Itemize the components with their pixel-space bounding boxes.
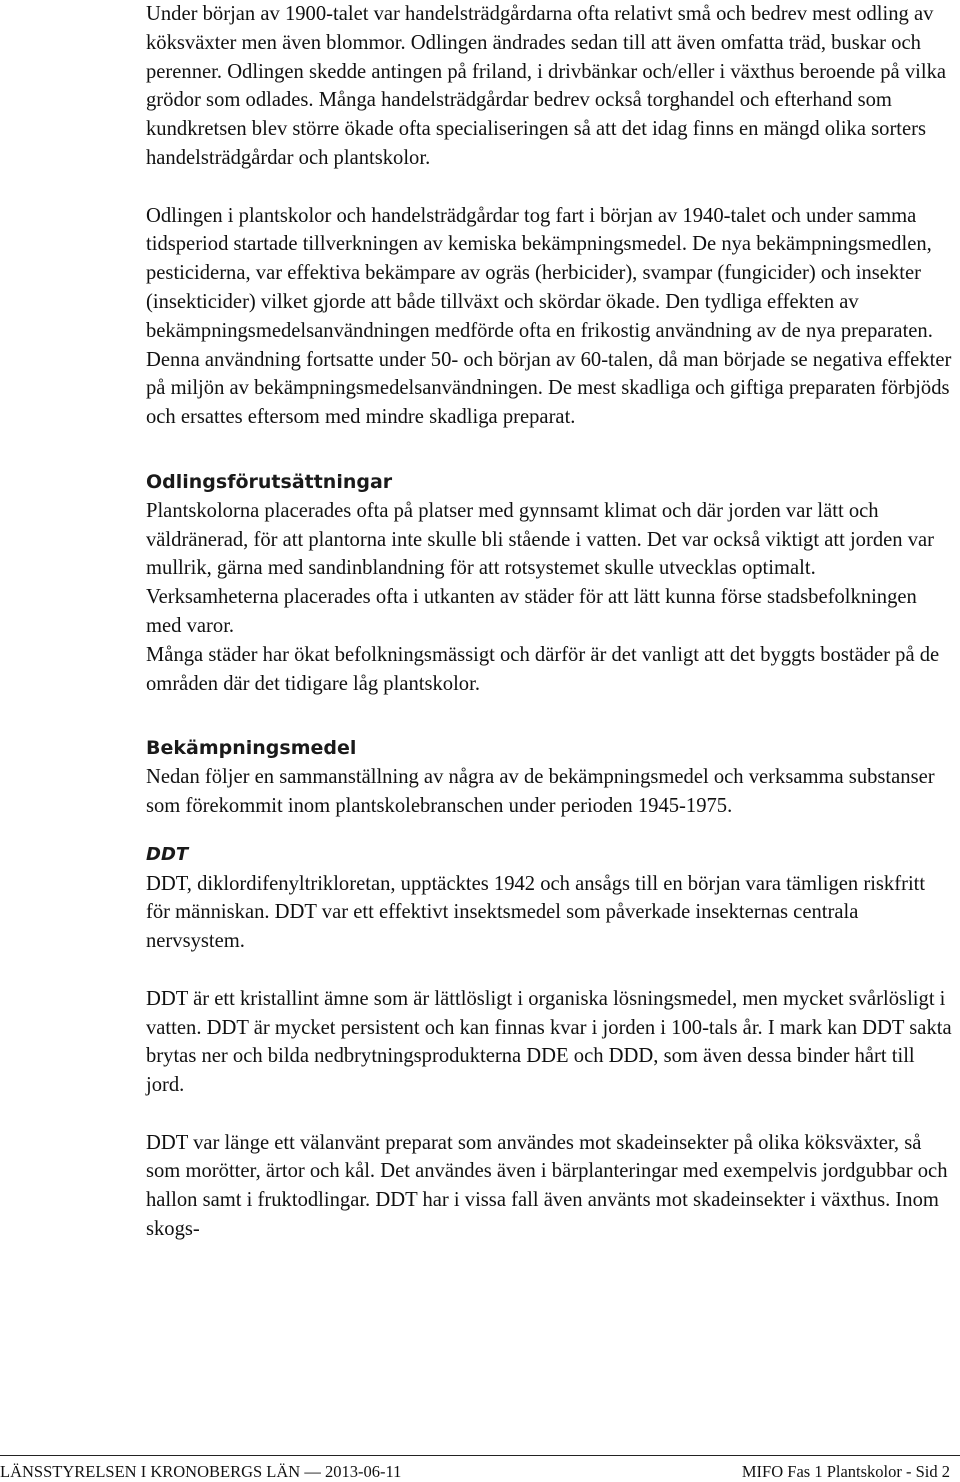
section-heading-bekampningsmedel: Bekämpningsmedel <box>146 737 357 760</box>
subheading-ddt: DDT <box>146 843 189 865</box>
odling-paragraph-1: Plantskolorna placerades ofta på platser med gynnsamt klimat och där jorden var lätt och väldränerad, för att plantorna inte skulle bli stående i vatten. Det var också viktigt att jorden var mullrik, gärna med sandinblandning för att rotsystemet skulle utvecklas optimalt. <box>146 499 935 580</box>
footer-left-text: LÄNSSTYRELSEN I KRONOBERGS LÄN — 2013-06-11 <box>0 1462 402 1481</box>
ddt-paragraph-2: DDT är ett kristallint ämne som är lättlösligt i organiska lösningsmedel, men mycket svårlösligt i vatten. DDT är mycket persistent och kan finnas kvar i jorden i 100-tals år. I mark kan DDT sakta brytas ner och bilda nedbrytningsprodukterna DDE och DDD, som även dessa binder hårt till jord. <box>146 987 952 1097</box>
history-paragraph: Odlingen i plantskolor och handelsträdgårdar tog fart i början av 1940-talet och under samma tidsperiod startade tillverkningen av kemiska bekämpningsmedel. De nya bekämpningsmedlen, pesticiderna, var effektiva bekämpare av ogräs (herbicider), svampar (fungicider) och insekter (insekticider) vilket gjorde att både tillväxt och skördar ökade. Den tydliga effekten av bekämpningsmedelsanvändningen medförde ofta en frikostig användning av de nya preparaten. Denna användning fortsatte under 50- och början av 60-talen, då man började se negativa effekter på miljön av bekämpningsmedelsanvändningen. De mest skadliga och giftiga preparaten förbjöds och ersattes eftersom med mindre skadliga preparat. <box>146 204 952 429</box>
document-page <box>146 0 952 1244</box>
footer-page-label: MIFO Fas 1 Plantskolor - Sid 2 <box>741 1462 950 1481</box>
ddt-paragraph-3: DDT var länge ett välanvänt preparat som användes mot skadeinsekter på olika köksväxter, så som morötter, ärtor och kål. Det användes även i bärplanteringar med exempelvis jordgubbar och hallon samt i fruktodlingar. DDT har i vissa fall även använts mot skadeinsekter i växthus. Inom skogs- <box>146 1131 948 1241</box>
footer-divider <box>0 1455 960 1456</box>
ddt-paragraph-1: DDT, diklordifenyltrikloretan, upptäcktes 1942 och ansågs till en början vara tämligen riskfritt för människan. DDT var ett effektivt insektsmedel som påverkade insekternas centrala nervsystem. <box>146 872 926 953</box>
odling-paragraph-2: Verksamheterna placerades ofta i utkanten av städer för att lätt kunna förse stadsbefolkningen med varor. <box>146 586 917 637</box>
bekampning-intro-paragraph: Nedan följer en sammanställning av några av de bekämpningsmedel och verksamma substanser som förekommit inom plantskolebranschen under perioden 1945-1975. <box>146 766 935 817</box>
odling-paragraph-3: Många städer har ökat befolkningsmässigt och därför är det vanligt att det byggts bostäder på de områden där det tidigare låg plantskolor. <box>146 643 940 695</box>
section-heading-odlingsforutsattningar: Odlingsförutsättningar <box>146 470 393 493</box>
intro-paragraph: Under början av 1900-talet var handelsträdgårdarna ofta relativt små och bedrev mest odling av köksväxter men även blommor. Odlingen ändrades sedan till att även omfatta träd, buskar och perenner. Odlingen skedde antingen på friland, i drivbänkar och/eller i växthus beroende på vilka grödor som odlades. Många handelsträdgårdar bedrev också torghandel och efterhand som kundkretsen blev större ökade ofta specialiseringen så att det idag finns en mängd olika sorters handelsträdgårdar och plantskolor. <box>146 3 947 169</box>
